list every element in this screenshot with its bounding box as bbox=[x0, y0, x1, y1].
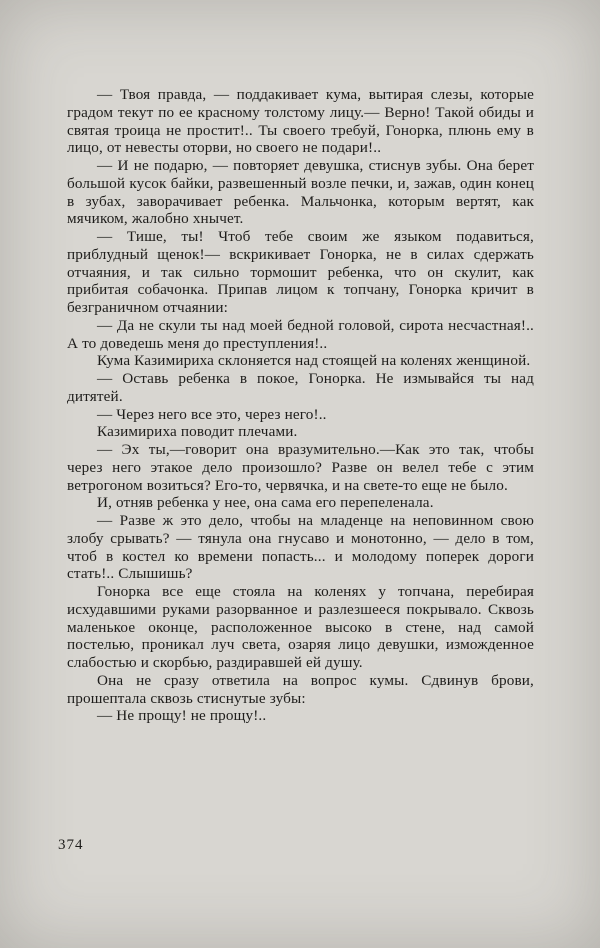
paragraph: Казимириха поводит плечами. bbox=[97, 423, 298, 441]
paragraph: — Эх ты,—говорит она вразумительно.—Как это так, чтобы через него этакое дело произошло? Разве он велел тебе с этим ветрогоном возиться? Его-то, червячка, и на свете-то еще не было. bbox=[67, 441, 534, 494]
paragraph: Кума Казимириха склоняется над стоящей на коленях женщиной. bbox=[97, 352, 531, 370]
paragraph: — И не подарю, — повторяет девушка, стиснув зубы. Она берет большой кусок байки, развешенный возле печки, и, зажав, один конец в зубах, заворачивает ребенка. Мальчонка, которым вертят, как мячиком, жалобно хнычет. bbox=[67, 157, 534, 228]
paragraph: И, отняв ребенка у нее, она сама его перепеленала. bbox=[97, 494, 434, 512]
paragraph: — Да не скули ты над моей бедной головой, сирота несчастная!.. А то доведешь меня до преступления!.. bbox=[67, 316, 534, 352]
paragraph: — Не прощу! не прощу!.. bbox=[97, 707, 267, 725]
paragraph: Она не сразу ответила на вопрос кумы. Сдвинув брови, прошептала сквозь стиснутые зубы: bbox=[67, 671, 534, 707]
paragraph: — Разве ж это дело, чтобы на младенце на неповинном свою злобу срывать? — тянула она гнусаво и монотонно, — дело в том, чтоб в костел ко времени попасть... и молодому поперек дороги стать!.. Слышишь? bbox=[67, 512, 534, 583]
paragraph: — Тише, ты! Чтоб тебе своим же языком подавиться, приблудный щенок!— вскрикивает Гонорка, не в силах сдержать отчаяния, и так сильно тормошит ребенка, что он скулит, как прибитая собачонка. Припав лицом к топчану, Гонорка кричит в безграничном отчаянии: bbox=[67, 228, 534, 316]
body-text bbox=[67, 86, 534, 725]
page-number: 374 bbox=[58, 837, 84, 853]
paragraph: — Твоя правда, — поддакивает кума, вытирая слезы, которые градом текут по ее красному толстому лицу.— Верно! Такой обиды и святая троица не простит!.. Ты своего требуй, Гонорка, плюнь ему в лицо, от невесты оторви, но своего не подари!.. bbox=[67, 86, 534, 157]
paragraph: Гонорка все еще стояла на коленях у топчана, перебирая исхудавшими руками разорванное и разлезшееся покрывало. Сквозь маленькое оконце, расположенное высоко в стене, над самой постелью, проникал луч света, озаряя лицо девушки, изможденное слабостью и скорбью, раздиравшей ей душу. bbox=[67, 583, 534, 671]
paragraph: — Через него все это, через него!.. bbox=[97, 405, 327, 423]
paragraph: — Оставь ребенка в покое, Гонорка. Не измывайся ты над дитятей. bbox=[67, 370, 534, 405]
